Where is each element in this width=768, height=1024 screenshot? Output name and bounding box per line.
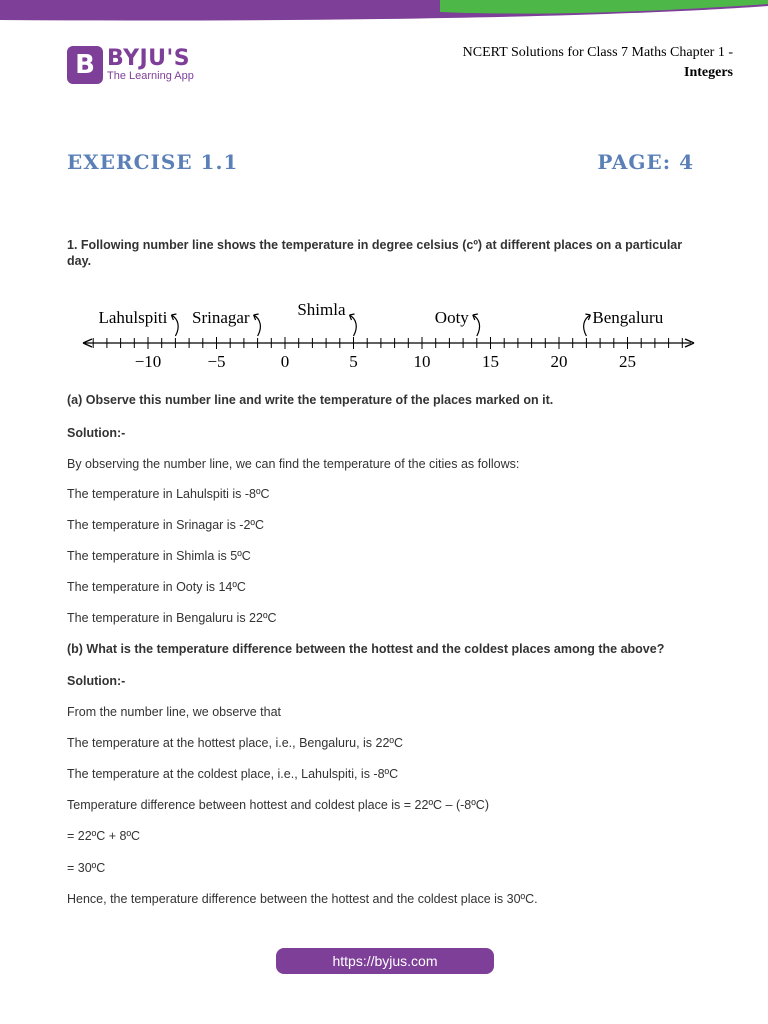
text-line: Solution:- xyxy=(67,674,126,688)
place-label: Srinagar xyxy=(192,308,250,327)
tick-label: 15 xyxy=(482,352,499,371)
tick-label: 5 xyxy=(349,352,358,371)
header-title-line-2: Integers xyxy=(684,65,733,80)
tick-label: 25 xyxy=(619,352,636,371)
tick-label: 0 xyxy=(280,352,290,371)
text-line: The temperature in Srinagar is -2ºC xyxy=(67,518,265,532)
exercise-heading: EXERCISE 1.1 xyxy=(67,150,239,174)
place-label: Shimla xyxy=(297,300,346,319)
place-label: Bengaluru xyxy=(592,308,664,327)
text-line: Hence, the temperature difference between the hottest and the coldest place is 30ºC. xyxy=(67,892,538,906)
text-line: (b) What is the temperature difference between the hottest and the coldest places among the above? xyxy=(67,642,665,656)
tick-label: −5 xyxy=(207,352,226,371)
document-header-title xyxy=(373,43,733,83)
tick-label: 10 xyxy=(413,352,431,371)
text-line: The temperature at the coldest place, i.e., Lahulspiti, is -8ºC xyxy=(67,767,399,781)
brand-tagline: The Learning App xyxy=(107,70,194,82)
brand-name: BYJU'S xyxy=(107,46,191,71)
footer-website-link[interactable]: https://byjus.com xyxy=(276,948,494,974)
place-label: Ooty xyxy=(434,308,469,327)
text-line: = 30ºC xyxy=(67,861,106,875)
text-line: = 22ºC + 8ºC xyxy=(67,829,141,843)
top-decorative-band xyxy=(0,0,768,26)
text-line: From the number line, we observe that xyxy=(67,705,281,719)
tick-label: −10 xyxy=(134,352,162,371)
text-line: Solution:- xyxy=(67,426,126,440)
text-line: The temperature at the hottest place, i.e., Bengaluru, is 22ºC xyxy=(67,736,404,750)
tick-label: 20 xyxy=(550,352,568,371)
place-label: Lahulspiti xyxy=(98,308,168,327)
text-line: The temperature in Lahulspiti is -8ºC xyxy=(67,487,270,501)
question-text: 1. Following number line shows the temperature in degree celsius (cº) at different places on a particular day. xyxy=(67,238,683,268)
text-line: The temperature in Shimla is 5ºC xyxy=(67,549,251,563)
page-number-heading: PAGE: 4 xyxy=(597,150,694,174)
number-line-figure xyxy=(75,293,700,373)
text-line: The temperature in Bengaluru is 22ºC xyxy=(67,611,277,625)
text-line: (a) Observe this number line and write the temperature of the places marked on it. xyxy=(67,393,554,407)
text-line: Temperature difference between hottest and coldest place is = 22ºC – (-8ºC) xyxy=(67,798,489,812)
byjus-logo xyxy=(67,46,194,84)
text-line: By observing the number line, we can find the temperature of the cities as follows: xyxy=(67,457,520,471)
header-title-line-1: NCERT Solutions for Class 7 Maths Chapter 1 - xyxy=(462,45,733,60)
text-line: The temperature in Ooty is 14ºC xyxy=(67,580,246,594)
logo-badge: B xyxy=(67,46,103,84)
